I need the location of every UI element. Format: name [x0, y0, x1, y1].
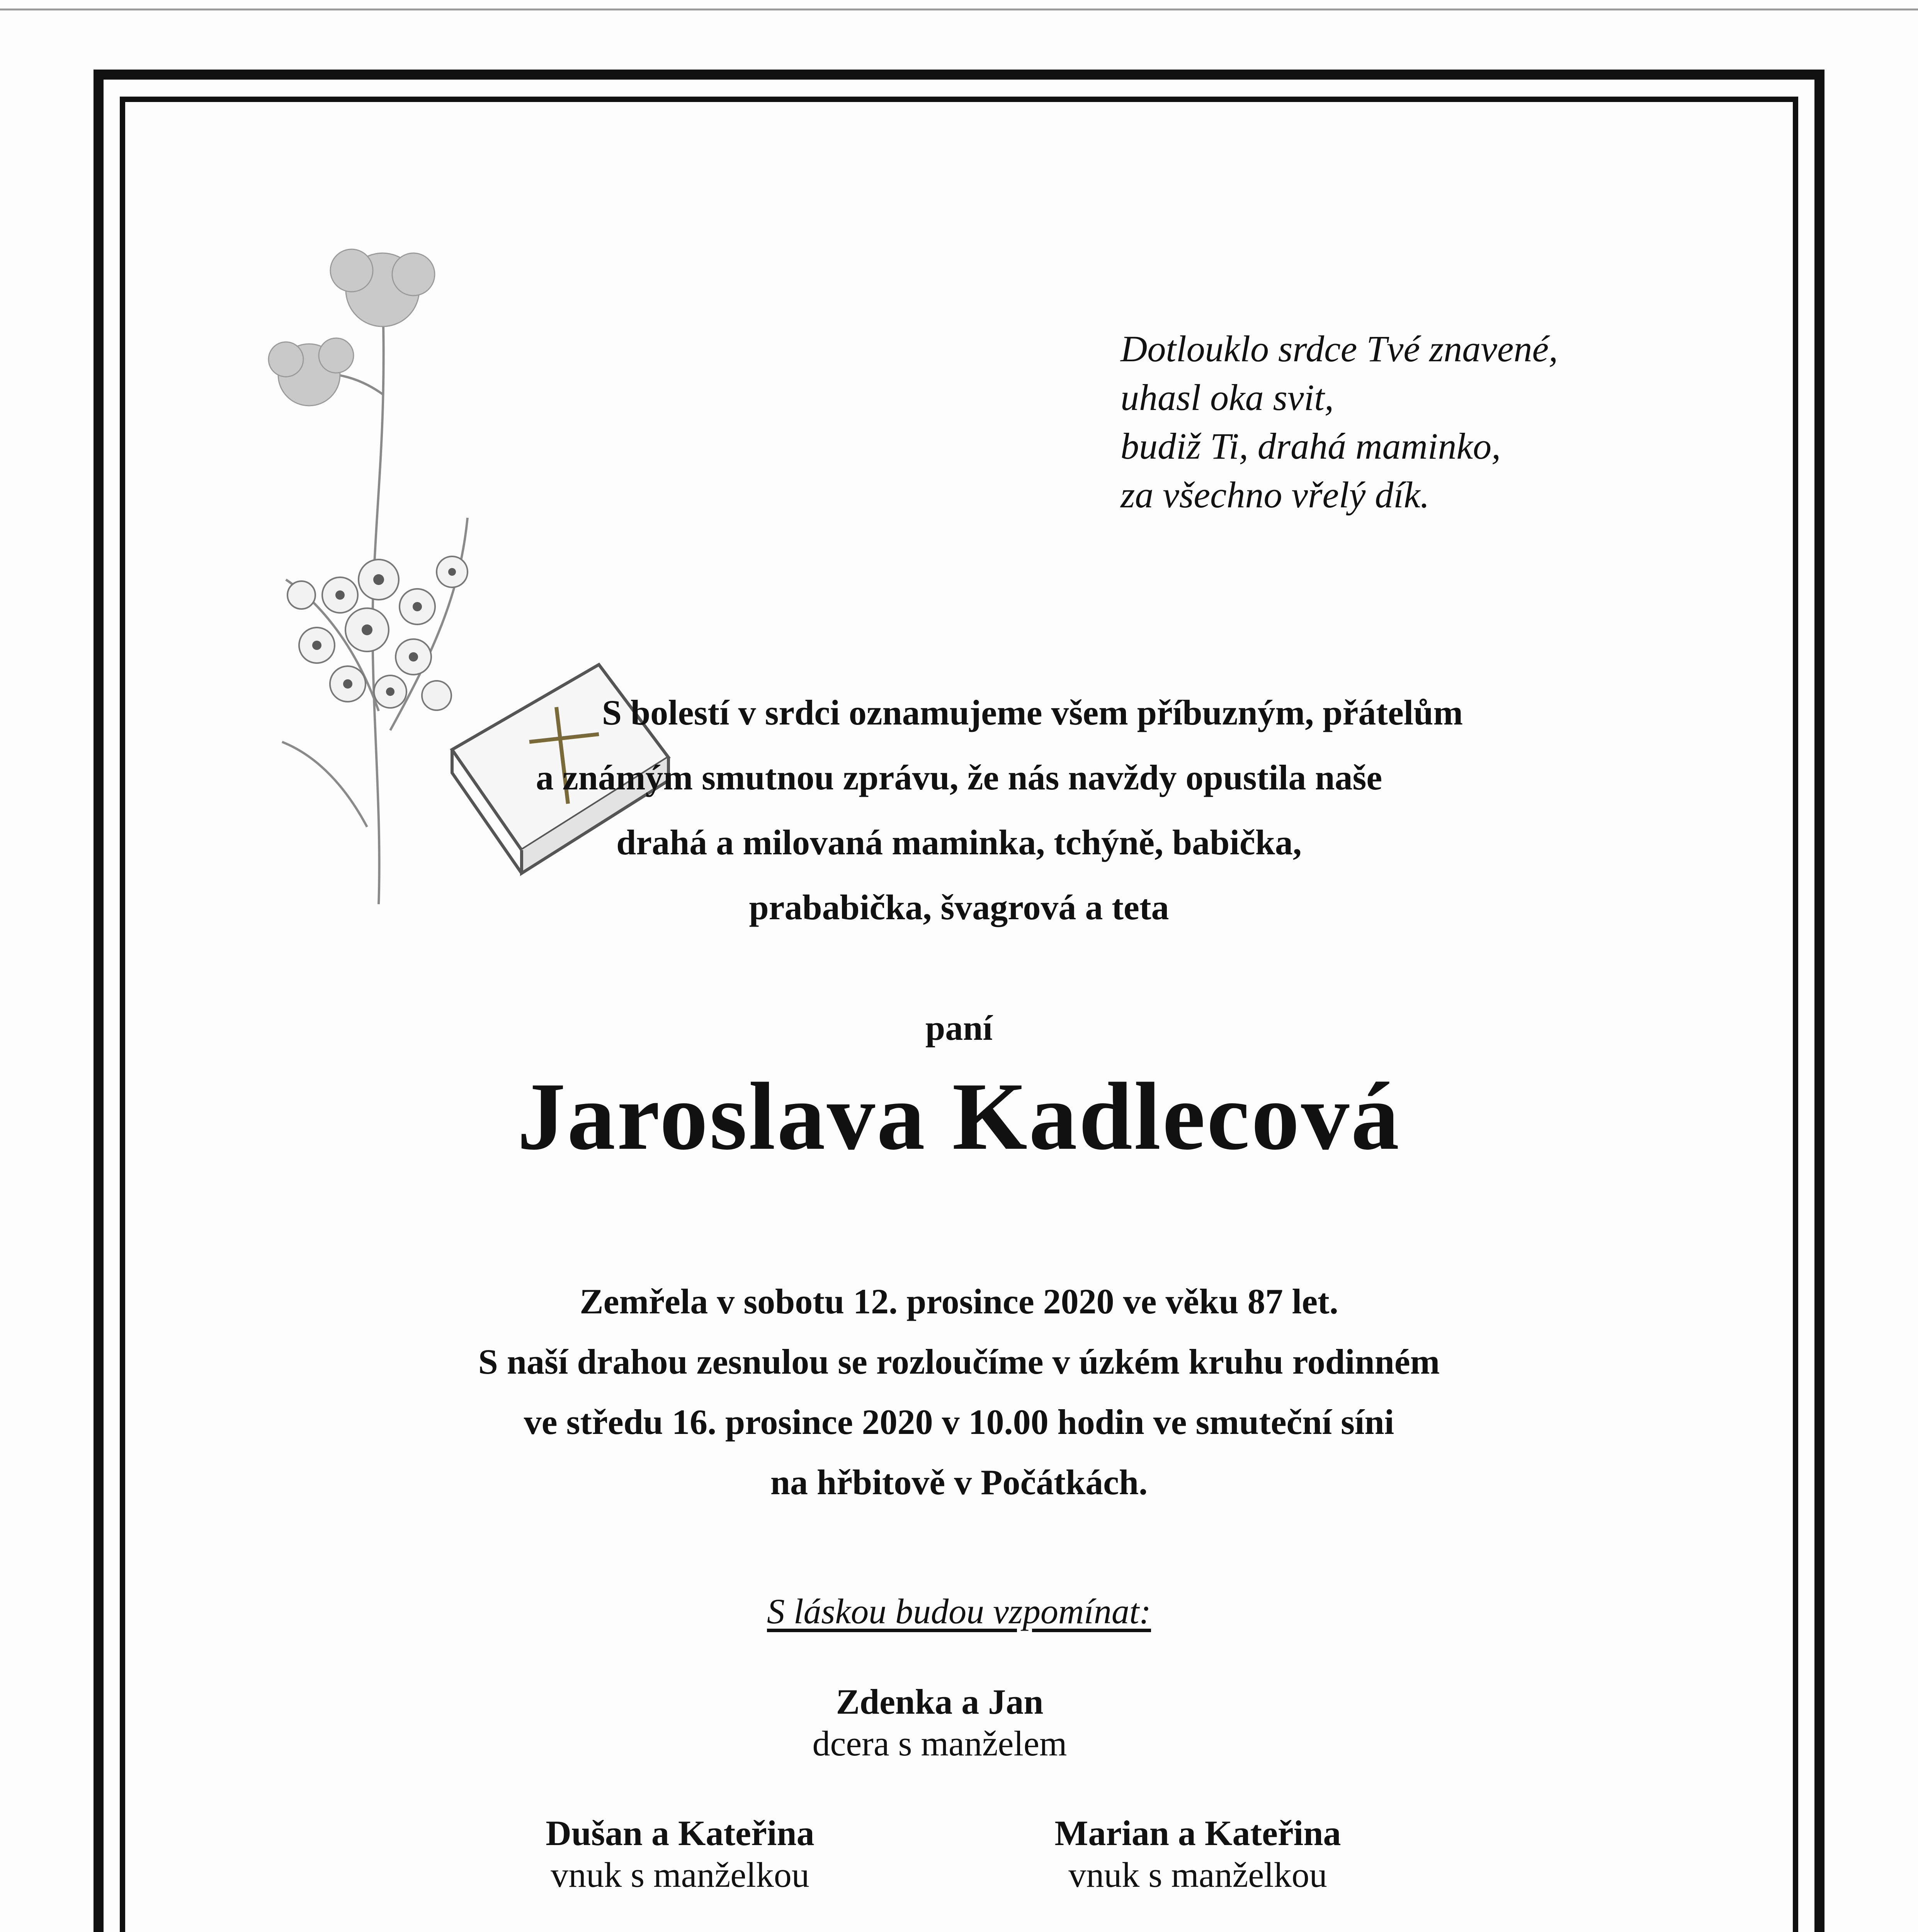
scan-edge-line	[0, 9, 1918, 10]
details-line: Zemřela v sobotu 12. prosince 2020 ve věku 87 let.	[580, 1282, 1338, 1321]
poem	[1121, 325, 1681, 519]
announcement-line: S bolestí v srdci oznamujeme všem příbuzným, přátelům	[602, 693, 1463, 732]
mourner-entry	[708, 1681, 1172, 1764]
mourner-name: Zdenka a Jan	[836, 1682, 1044, 1721]
mourners-heading	[0, 1588, 1918, 1634]
mourners-heading-text: S láskou budou vzpomínat:	[767, 1592, 1151, 1631]
announcement	[0, 680, 1918, 940]
mourner-relation: vnuk s manželkou	[551, 1855, 809, 1895]
funeral-details	[0, 1271, 1918, 1512]
poem-line: Dotlouklo srdce Tvé znavené,	[1121, 328, 1558, 369]
mourner-name: Dušan a Kateřina	[546, 1813, 814, 1853]
mourner-entry	[448, 1812, 912, 1896]
mourner-entry	[966, 1812, 1430, 1896]
details-line: ve středu 16. prosince 2020 v 10.00 hodin ve smuteční síni	[524, 1402, 1394, 1442]
poem-line: za všechno vřelý dík.	[1121, 474, 1430, 515]
announcement-line: drahá a milovaná maminka, tchýně, babička,	[616, 823, 1302, 862]
mourner-name: Marian a Kateřina	[1054, 1813, 1341, 1853]
poem-line: uhasl oka svit,	[1121, 377, 1334, 418]
poem-line: budiž Ti, drahá maminko,	[1121, 425, 1501, 467]
mourner-relation: dcera s manželem	[812, 1724, 1067, 1763]
announcement-line: prababička, švagrová a teta	[749, 888, 1169, 927]
details-line: S naší drahou zesnulou se rozloučíme v úzkém kruhu rodinném	[478, 1342, 1440, 1381]
deceased-name: Jaroslava Kadlecová	[517, 1063, 1401, 1170]
mourner-relation: vnuk s manželkou	[1068, 1855, 1327, 1895]
announcement-line: a známým smutnou zprávu, že nás navždy opustila naše	[536, 758, 1382, 797]
deceased-title: paní	[925, 1008, 993, 1048]
details-line: na hřbitově v Počátkách.	[770, 1463, 1148, 1502]
